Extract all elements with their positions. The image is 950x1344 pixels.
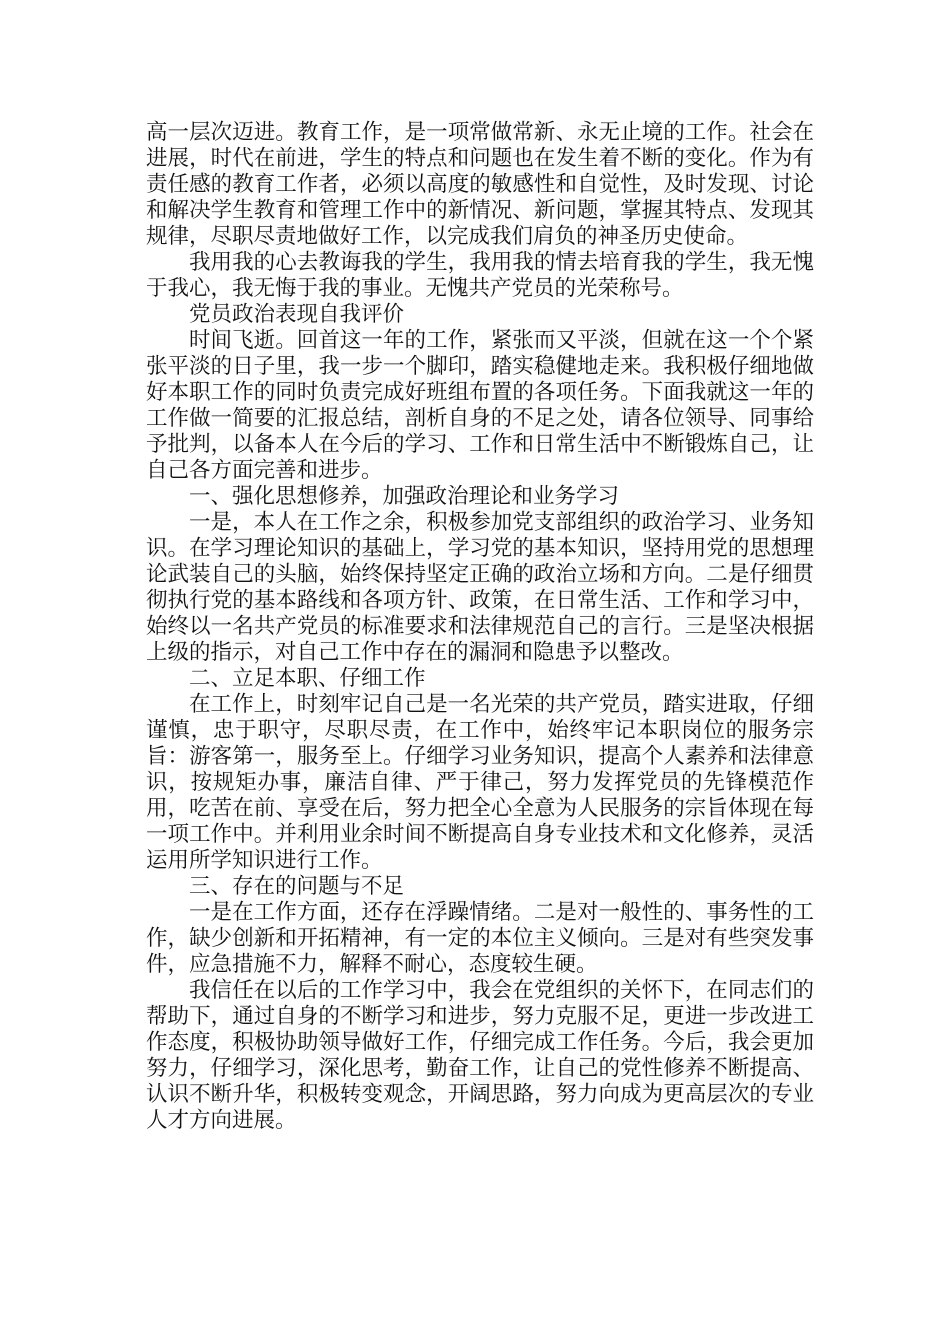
paragraph-section-3: 一是在工作方面，还存在浮躁情绪。二是对一般性的、事务性的工作，缺少创新和开拓精神，有一定的本位主义倾向。三是对有些突发事件，应急措施不力，解释不耐心，态度较生硬。 bbox=[146, 900, 814, 977]
paragraph-closing-statement: 我用我的心去教诲我的学生，我用我的情去培育我的学生，我无愧于我心，我无悔于我的事业。无愧共产党员的光荣称号。 bbox=[146, 250, 814, 301]
section-heading-2: 二、立足本职、仔细工作 bbox=[189, 666, 426, 691]
paragraph-section-1: 一是，本人在工作之余，积极参加党支部组织的政治学习、业务知识。在学习理论知识的基础上，学习党的基本知识，坚持用党的思想理论武装自己的头脑，始终保持坚定正确的政治立场和方向。二是仔细贯彻执行党的基本路线和各项方针、政策，在日常生活、工作和学习中，始终以一名共产党员的标准要求和法律规范自己的言行。三是坚决根据上级的指示，对自己工作中存在的漏洞和隐患予以整改。 bbox=[146, 510, 814, 665]
document-title: 党员政治表现自我评价 bbox=[189, 302, 405, 327]
paragraph-section-2: 在工作上，时刻牢记自己是一名光荣的共产党员，踏实进取，仔细谨慎，忠于职守，尽职尽责，在工作中，始终牢记本职岗位的服务宗旨：游客第一，服务至上。仔细学习业务知识，提高个人素养和法律意识，按规矩办事，廉洁自律、严于律己，努力发挥党员的先锋模范作用，吃苦在前、享受在后，努力把全心全意为人民服务的宗旨体现在每一项工作中。并利用业余时间不断提高自身专业技术和文化修养，灵活运用所学知识进行工作。 bbox=[146, 692, 814, 873]
document-body bbox=[146, 120, 814, 1134]
paragraph-continuation: 高一层次迈进。教育工作，是一项常做常新、永无止境的工作。社会在进展，时代在前进，学生的特点和问题也在发生着不断的变化。作为有责任感的教育工作者，必须以高度的敏感性和自觉性，及时发现、讨论和解决学生教育和管理工作中的新情况、新问题，掌握其特点、发现其规律，尽职尽责地做好工作，以完成我们肩负的神圣历史使命。 bbox=[146, 120, 814, 249]
paragraph-introduction: 时间飞逝。回首这一年的工作，紧张而又平淡，但就在这一个个紧张平淡的日子里，我一步一个脚印，踏实稳健地走来。我积极仔细地做好本职工作的同时负责完成好班组布置的各项任务。下面我就这一年的工作做一简要的汇报总结，剖析自身的不足之处，请各位领导、同事给予批判，以备本人在今后的学习、工作和日常生活中不断锻炼自己，让自己各方面完善和进步。 bbox=[146, 328, 814, 483]
section-heading-3: 三、存在的问题与不足 bbox=[189, 874, 405, 899]
section-heading-1: 一、强化思想修养，加强政治理论和业务学习 bbox=[189, 484, 620, 509]
paragraph-conclusion: 我信任在以后的工作学习中，我会在党组织的关怀下，在同志们的帮助下，通过自身的不断学习和进步，努力克服不足，更进一步改进工作态度，积极协助领导做好工作，仔细完成工作任务。今后，我会更加努力，仔细学习，深化思考，勤奋工作，让自己的党性修养不断提高、认识不断升华，积极转变观念，开阔思路，努力向成为更高层次的专业人才方向进展。 bbox=[146, 978, 814, 1133]
